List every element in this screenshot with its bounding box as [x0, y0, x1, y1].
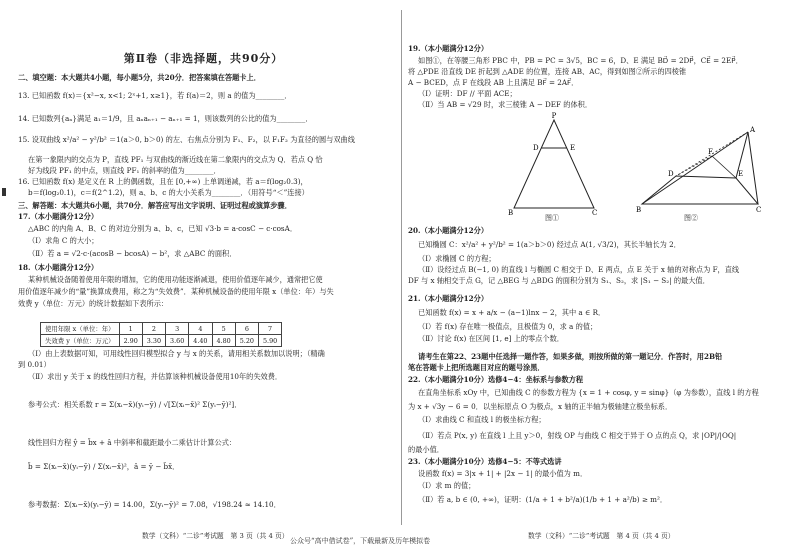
question-18-header: 18.（本小题满分12分）: [18, 263, 99, 272]
label-f: F: [708, 148, 713, 156]
question-18-text: 用价值逐年减少的“量”换算成费用，称之为“失效费”．某种机械设备的使用年限 x（单位：年）与失: [18, 287, 334, 296]
question-20-text: 已知椭圆 C：x²/a² + y²/b² = 1(a＞b＞0) 经过点 A(1, √3/2)，其长半轴长为 2．: [418, 240, 681, 249]
table-cell: 使用年限 x（单位：年）: [41, 323, 120, 335]
figure-1-diagram: [508, 112, 598, 216]
question-23-part1: （Ⅰ）求 m 的值；: [418, 481, 476, 490]
question-23-header: 23.（本小题满分10分）选修4−5：不等式选讲: [408, 457, 562, 466]
table-cell: 4.40: [189, 335, 212, 347]
label-b: B: [636, 206, 642, 214]
label-c: C: [756, 206, 762, 214]
question-16: 16. 已知函数 f(x) 是定义在 R 上的偶函数，且在 [0,+∞) 上单调递减，若 a＝f(log₂0.3)，: [18, 177, 308, 186]
question-21-part1: （Ⅰ）若 f(x) 存在唯一极值点，且极值为 0，求 a 的值；: [418, 322, 598, 331]
figure-1-caption: 图①: [545, 214, 559, 222]
question-16-cont: b＝f(log₂0.1)，c＝f(2^1.2)，则 a、b、c 的大小关系为________．（用符号“＜”连接）: [28, 188, 309, 197]
table-cell: 6: [235, 323, 258, 335]
table-cell: 7: [258, 323, 281, 335]
question-17-header: 17.（本小题满分12分）: [18, 212, 99, 221]
table-cell: 4.80: [212, 335, 235, 347]
label-p: P: [551, 112, 557, 120]
question-20-part2-cont: DF 与 x 轴相交于点 G，记 △BEG 与 △BDG 的面积分别为 S₁、S₂，求 |S₁ − S₂| 的最大值．: [408, 276, 710, 285]
question-20-part1: （Ⅰ）求椭圆 C 的方程；: [418, 254, 496, 263]
table-cell: 1: [119, 323, 142, 335]
question-19-text: 将 △PDE 沿直线 DE 折起到 △ADE 的位置，连接 AB、AC，得到如图②所示的四棱锥: [408, 67, 687, 76]
question-17-part2: （Ⅱ）若 a = √2·c·(acosB − bcosA) − b²，求 △ABC 的面积．: [28, 249, 237, 258]
label-c: C: [592, 209, 598, 216]
question-20-part2: （Ⅱ）设经过点 B(−1, 0) 的直线 l 与椭圆 C 相交于 D、E 两点，点 E 关于 x 轴的对称点为 F，直线: [418, 265, 740, 274]
question-14: 14. 已知数列{aₙ}满足 a₁＝1/9，且 aₙaₙ₊₁ − aₙ₊₁ = 1，则该数列的公比的值为________．: [18, 114, 313, 123]
question-18-part1-cont: 到 0.01）: [18, 360, 51, 369]
question-18-part1: （Ⅰ）由上表数据可知，可用线性回归模型拟合 y 与 x 的关系，请用相关系数加以说明；（精确: [28, 349, 325, 358]
question-17-part1: （Ⅰ）求角 C 的大小；: [28, 236, 99, 245]
page-footer: 数学（文科）“二诊”考试题 第 3 页（共 4 页）: [142, 532, 289, 540]
page-footer: 数学（文科）“二诊”考试题 第 4 页（共 4 页）: [528, 532, 675, 540]
table-cell: 5: [212, 323, 235, 335]
table-cell: 3: [166, 323, 189, 335]
question-15-cont: 好为线段 PF₁ 的中点，则直线 PF₁ 的斜率的值为________．: [28, 166, 221, 175]
table-cell: 5.90: [258, 335, 281, 347]
formula-slope: b̂ = Σ(xᵢ−x̄)(yᵢ−ȳ) / Σ(xᵢ−x̄)²，â = ȳ − b̂x̄．: [28, 462, 180, 471]
question-22-part1: （Ⅰ）求曲线 C 和直线 l 的极坐标方程；: [418, 415, 546, 424]
elective-note: 请考生在第22、23题中任选择一题作答，如果多做，则按所做的第一题记分．作答时，用2B铅: [418, 352, 723, 361]
question-18-text: 某种机械设备随着使用年限的增加，它的使用功能逐渐减退，使用价值逐年减少，通常把它使: [28, 275, 323, 284]
table-cell: 失效费 y（单位：万元）: [41, 335, 120, 347]
formula-regression-intro: 线性回归方程 ŷ = b̂x + â 中斜率和截距最小二乘估计计算公式：: [28, 438, 237, 447]
question-19-header: 19.（本小题满分12分）: [408, 44, 489, 53]
table-cell: 3.60: [166, 335, 189, 347]
label-a: A: [750, 126, 756, 134]
label-d: D: [668, 170, 674, 178]
table-row: [41, 323, 282, 335]
page-3: [12, 0, 395, 546]
table-cell: 2: [142, 323, 165, 335]
question-23-part2: （Ⅱ）若 a, b ∈ (0, +∞)，证明：(1/a + 1 + b²/a)(1/b + 1 + a²/b) ≥ m²．: [418, 495, 668, 504]
question-17-text: △ABC 的内角 A、B、C 的对边分别为 a、b、c，已知 √3·b = a·cosC − c·cosA．: [28, 224, 298, 233]
label-d: D: [533, 144, 539, 152]
data-table: [40, 322, 282, 347]
question-13: 13. 已知函数 f(x)＝{x²−x, x<1; 2ˣ+1, x≥1}，若 f(a)＝2，则 a 的值为________．: [18, 91, 292, 100]
question-21-header: 21.（本小题满分12分）: [408, 294, 489, 303]
table-row: [41, 335, 282, 347]
question-18-text: 效费 y（单位：万元）的统计数据如下表所示：: [18, 299, 169, 308]
question-22-text: 在直角坐标系 xOy 中，已知曲线 C 的参数方程为 {x = 1 + cosφ, y = sinφ}（φ 为参数），直线 l 的方程: [418, 388, 759, 397]
table-cell: 5.20: [235, 335, 258, 347]
binding-mark: [2, 188, 6, 196]
question-18-part2: （Ⅱ）求出 y 关于 x 的线性回归方程，并估算该种机械设备使用10年的失效费．: [28, 372, 283, 381]
question-19-part1: （Ⅰ）证明：DF // 平面 ACE；: [418, 89, 517, 98]
question-21-part2: （Ⅱ）讨论 f(x) 在区间 [1, e] 上的零点个数．: [418, 334, 564, 343]
fill-in-heading: 二、填空题：本大题共4小题，每小题5分，共20分．把答案填在答题卡上．: [18, 73, 261, 82]
label-e: E: [738, 170, 744, 178]
figure-2-caption: 图②: [684, 214, 698, 222]
question-22-part2-cont: 的最小值．: [408, 445, 444, 454]
formula-correlation: 参考公式：相关系数 r = Σ(xᵢ−x̄)(yᵢ−ȳ) / √[Σ(xᵢ−x̄)² Σ(yᵢ−ȳ)²]．: [28, 400, 242, 409]
table-cell: 4: [189, 323, 212, 335]
solution-heading: 三、解答题：本大题共6小题，共70分．解答应写出文字说明、证明过程或演算步骤．: [18, 201, 292, 210]
question-15-cont: 在第一象限内的交点为 P，直线 PF₁ 与双曲线的渐近线在第二象限内的交点为 Q．若点 Q 恰: [28, 155, 323, 164]
question-19-part2: （Ⅱ）当 AB = √29 时，求三棱锥 A − DEF 的体积．: [418, 100, 593, 109]
table-cell: 3.30: [142, 335, 165, 347]
question-21-text: 已知函数 f(x) = x + a/x − (a−1)lnx − 2，其中 a ∈ R．: [418, 308, 606, 317]
bottom-note: 公众号“高中借试卷”，下载最新及历年模拟卷: [290, 537, 431, 545]
label-b: B: [508, 209, 514, 216]
question-15: 15. 设双曲线 x²/a² − y²/b² ＝1(a＞0, b＞0) 的左、右焦点分别为 F₁、F₂，以 F₁F₂ 为直径的圆与双曲线: [18, 135, 355, 144]
page-4: [408, 0, 786, 546]
table-cell: 2.90: [119, 335, 142, 347]
question-19-text: 如图①，在等腰三角形 PBC 中，PB = PC = 3√5，BC = 6，D、E 满足 BD⃗ = 2DP⃗，CE⃗ = 2EP⃗．: [418, 56, 743, 65]
question-22-header: 22.（本小题满分10分）选修4−4：坐标系与参数方程: [408, 375, 584, 384]
question-20-header: 20.（本小题满分12分）: [408, 226, 489, 235]
section-title: 第Ⅱ卷（非选择题，共90分）: [123, 52, 284, 65]
label-e: E: [570, 144, 576, 152]
question-19-text: A − BCED，点 F 在线段 AB 上且满足 BF⃗ = 2AF⃗．: [408, 78, 579, 87]
question-22-part2: （Ⅱ）若点 P(x, y) 在直线 l 上且 y＞0，射线 OP 与曲线 C 相交于异于 O 点的点 Q，求 |OP|/|OQ|: [418, 431, 737, 440]
question-23-text: 设函数 f(x) = 3|x + 1| + |2x − 1| 的最小值为 m．: [418, 469, 588, 478]
page-divider: [401, 10, 402, 525]
elective-note-cont: 笔在答题卡上把所选题目对应的题号涂黑．: [408, 363, 545, 372]
reference-data: 参考数据：Σ(xᵢ−x̄)(yᵢ−ȳ) = 14.00，Σ(yᵢ−ȳ)² = 7.08，√198.24 ≈ 14.10．: [28, 500, 281, 509]
question-22-text: 为 x + √3y − 6 = 0．以坐标原点 O 为极点，x 轴的正半轴为极轴建立极坐标系．: [408, 402, 673, 411]
figure-2-diagram: [636, 124, 764, 214]
